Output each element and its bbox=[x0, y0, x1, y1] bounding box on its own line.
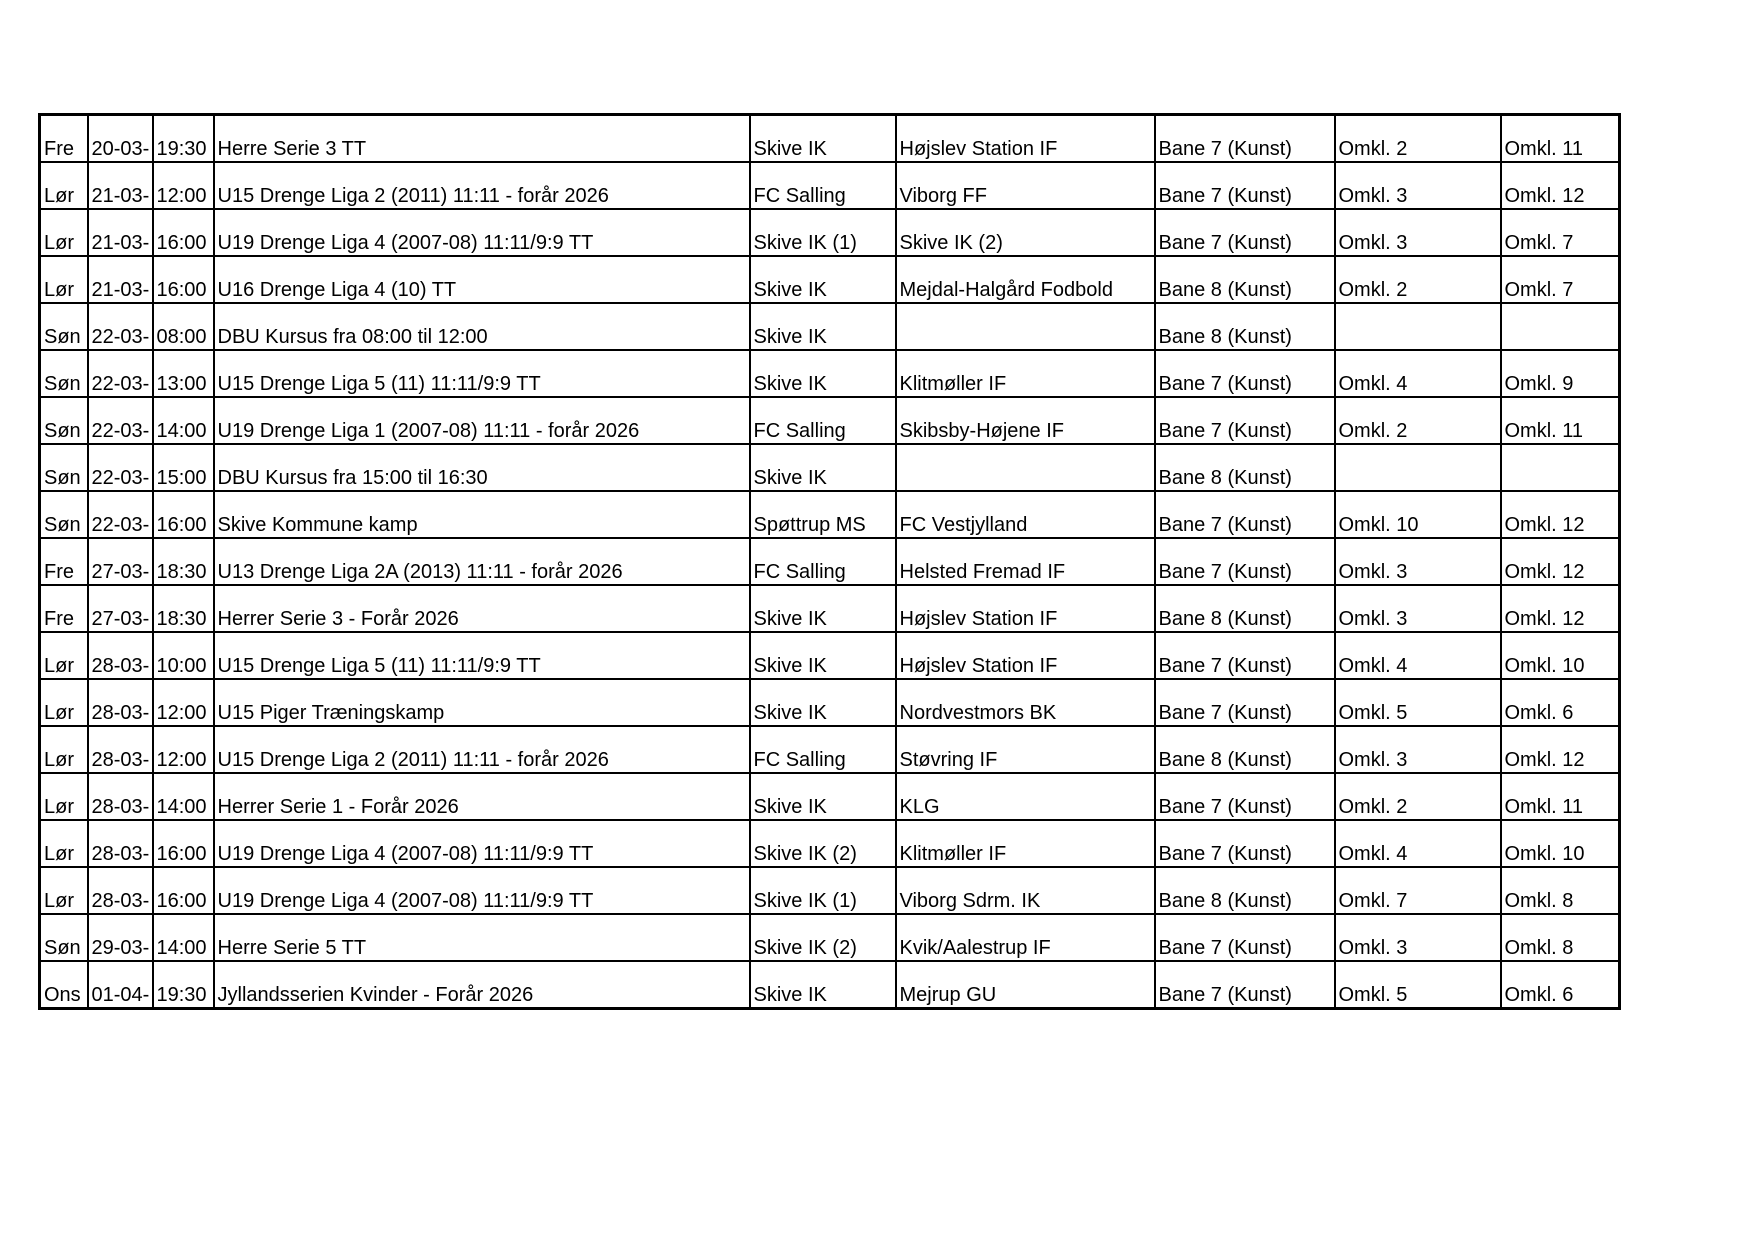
date-cell: 28-03- bbox=[88, 773, 153, 820]
date-cell: 22-03- bbox=[88, 397, 153, 444]
home-team-cell: Skive IK (2) bbox=[750, 914, 896, 961]
time-cell: 16:00 bbox=[153, 491, 214, 538]
event-cell: Herre Serie 5 TT bbox=[214, 914, 750, 961]
time-cell: 18:30 bbox=[153, 538, 214, 585]
away-locker-room-cell: Omkl. 8 bbox=[1501, 914, 1620, 961]
date-cell: 20-03- bbox=[88, 115, 153, 163]
table-row bbox=[40, 209, 1620, 256]
home-locker-room-cell: Omkl. 3 bbox=[1335, 726, 1501, 773]
home-team-cell: Skive IK (1) bbox=[750, 209, 896, 256]
time-cell: 13:00 bbox=[153, 350, 214, 397]
away-locker-room-cell: Omkl. 8 bbox=[1501, 867, 1620, 914]
table-row bbox=[40, 961, 1620, 1009]
away-locker-room-cell: Omkl. 11 bbox=[1501, 773, 1620, 820]
event-cell: DBU Kursus fra 08:00 til 12:00 bbox=[214, 303, 750, 350]
day-cell: Søn bbox=[40, 444, 88, 491]
away-team-cell: Klitmøller IF bbox=[896, 350, 1155, 397]
table-row bbox=[40, 397, 1620, 444]
date-cell: 21-03- bbox=[88, 256, 153, 303]
date-cell: 28-03- bbox=[88, 820, 153, 867]
home-team-cell: FC Salling bbox=[750, 538, 896, 585]
time-cell: 19:30 bbox=[153, 115, 214, 163]
away-team-cell: Skibsby-Højene IF bbox=[896, 397, 1155, 444]
home-team-cell: Skive IK bbox=[750, 350, 896, 397]
field-cell: Bane 8 (Kunst) bbox=[1155, 444, 1335, 491]
away-team-cell: FC Vestjylland bbox=[896, 491, 1155, 538]
time-cell: 16:00 bbox=[153, 820, 214, 867]
event-cell: U19 Drenge Liga 1 (2007-08) 11:11 - forår 2026 bbox=[214, 397, 750, 444]
away-locker-room-cell: Omkl. 10 bbox=[1501, 820, 1620, 867]
home-team-cell: Skive IK bbox=[750, 256, 896, 303]
event-cell: U15 Drenge Liga 2 (2011) 11:11 - forår 2026 bbox=[214, 162, 750, 209]
date-cell: 28-03- bbox=[88, 632, 153, 679]
date-cell: 22-03- bbox=[88, 444, 153, 491]
day-cell: Fre bbox=[40, 585, 88, 632]
event-cell: Jyllandsserien Kvinder - Forår 2026 bbox=[214, 961, 750, 1009]
field-cell: Bane 7 (Kunst) bbox=[1155, 209, 1335, 256]
field-cell: Bane 7 (Kunst) bbox=[1155, 820, 1335, 867]
event-cell: DBU Kursus fra 15:00 til 16:30 bbox=[214, 444, 750, 491]
away-team-cell: KLG bbox=[896, 773, 1155, 820]
home-team-cell: Skive IK bbox=[750, 115, 896, 163]
field-cell: Bane 7 (Kunst) bbox=[1155, 679, 1335, 726]
day-cell: Lør bbox=[40, 679, 88, 726]
time-cell: 12:00 bbox=[153, 162, 214, 209]
event-cell: U13 Drenge Liga 2A (2013) 11:11 - forår 2026 bbox=[214, 538, 750, 585]
home-team-cell: Skive IK bbox=[750, 632, 896, 679]
home-locker-room-cell: Omkl. 2 bbox=[1335, 115, 1501, 163]
away-team-cell: Højslev Station IF bbox=[896, 632, 1155, 679]
table-row bbox=[40, 303, 1620, 350]
time-cell: 08:00 bbox=[153, 303, 214, 350]
home-team-cell: Skive IK bbox=[750, 585, 896, 632]
field-cell: Bane 8 (Kunst) bbox=[1155, 726, 1335, 773]
away-locker-room-cell: Omkl. 12 bbox=[1501, 726, 1620, 773]
date-cell: 22-03- bbox=[88, 303, 153, 350]
day-cell: Lør bbox=[40, 867, 88, 914]
field-cell: Bane 8 (Kunst) bbox=[1155, 585, 1335, 632]
field-cell: Bane 7 (Kunst) bbox=[1155, 491, 1335, 538]
home-locker-room-cell: Omkl. 2 bbox=[1335, 773, 1501, 820]
field-cell: Bane 7 (Kunst) bbox=[1155, 632, 1335, 679]
away-team-cell: Kvik/Aalestrup IF bbox=[896, 914, 1155, 961]
day-cell: Søn bbox=[40, 350, 88, 397]
field-cell: Bane 7 (Kunst) bbox=[1155, 162, 1335, 209]
match-schedule-table bbox=[38, 113, 1621, 1010]
away-locker-room-cell bbox=[1501, 444, 1620, 491]
time-cell: 15:00 bbox=[153, 444, 214, 491]
home-team-cell: Skive IK bbox=[750, 444, 896, 491]
table-row bbox=[40, 914, 1620, 961]
time-cell: 12:00 bbox=[153, 726, 214, 773]
field-cell: Bane 7 (Kunst) bbox=[1155, 350, 1335, 397]
away-locker-room-cell: Omkl. 9 bbox=[1501, 350, 1620, 397]
event-cell: U19 Drenge Liga 4 (2007-08) 11:11/9:9 TT bbox=[214, 867, 750, 914]
date-cell: 28-03- bbox=[88, 726, 153, 773]
date-cell: 27-03- bbox=[88, 585, 153, 632]
away-team-cell: Højslev Station IF bbox=[896, 115, 1155, 163]
away-locker-room-cell: Omkl. 12 bbox=[1501, 491, 1620, 538]
time-cell: 16:00 bbox=[153, 867, 214, 914]
away-locker-room-cell: Omkl. 12 bbox=[1501, 162, 1620, 209]
home-team-cell: Spøttrup MS bbox=[750, 491, 896, 538]
home-locker-room-cell: Omkl. 2 bbox=[1335, 397, 1501, 444]
day-cell: Lør bbox=[40, 726, 88, 773]
home-locker-room-cell: Omkl. 5 bbox=[1335, 961, 1501, 1009]
home-locker-room-cell: Omkl. 4 bbox=[1335, 350, 1501, 397]
event-cell: Herre Serie 3 TT bbox=[214, 115, 750, 163]
day-cell: Søn bbox=[40, 491, 88, 538]
table-row bbox=[40, 632, 1620, 679]
away-locker-room-cell: Omkl. 10 bbox=[1501, 632, 1620, 679]
date-cell: 21-03- bbox=[88, 162, 153, 209]
time-cell: 12:00 bbox=[153, 679, 214, 726]
home-locker-room-cell: Omkl. 3 bbox=[1335, 585, 1501, 632]
away-team-cell: Højslev Station IF bbox=[896, 585, 1155, 632]
event-cell: U16 Drenge Liga 4 (10) TT bbox=[214, 256, 750, 303]
table-row bbox=[40, 538, 1620, 585]
time-cell: 14:00 bbox=[153, 773, 214, 820]
home-team-cell: FC Salling bbox=[750, 397, 896, 444]
table-row bbox=[40, 350, 1620, 397]
away-team-cell: Skive IK (2) bbox=[896, 209, 1155, 256]
home-locker-room-cell: Omkl. 4 bbox=[1335, 632, 1501, 679]
table-row bbox=[40, 115, 1620, 163]
field-cell: Bane 7 (Kunst) bbox=[1155, 773, 1335, 820]
home-team-cell: Skive IK (1) bbox=[750, 867, 896, 914]
home-locker-room-cell: Omkl. 5 bbox=[1335, 679, 1501, 726]
event-cell: U19 Drenge Liga 4 (2007-08) 11:11/9:9 TT bbox=[214, 209, 750, 256]
field-cell: Bane 7 (Kunst) bbox=[1155, 538, 1335, 585]
table-row bbox=[40, 820, 1620, 867]
day-cell: Lør bbox=[40, 632, 88, 679]
time-cell: 16:00 bbox=[153, 256, 214, 303]
event-cell: Skive Kommune kamp bbox=[214, 491, 750, 538]
day-cell: Fre bbox=[40, 115, 88, 163]
away-locker-room-cell: Omkl. 12 bbox=[1501, 585, 1620, 632]
schedule-body bbox=[40, 115, 1620, 1009]
home-locker-room-cell bbox=[1335, 444, 1501, 491]
date-cell: 21-03- bbox=[88, 209, 153, 256]
event-cell: U15 Piger Træningskamp bbox=[214, 679, 750, 726]
home-team-cell: Skive IK (2) bbox=[750, 820, 896, 867]
home-locker-room-cell: Omkl. 3 bbox=[1335, 162, 1501, 209]
field-cell: Bane 7 (Kunst) bbox=[1155, 961, 1335, 1009]
away-locker-room-cell: Omkl. 6 bbox=[1501, 961, 1620, 1009]
date-cell: 29-03- bbox=[88, 914, 153, 961]
table-row bbox=[40, 867, 1620, 914]
event-cell: U15 Drenge Liga 2 (2011) 11:11 - forår 2026 bbox=[214, 726, 750, 773]
time-cell: 10:00 bbox=[153, 632, 214, 679]
day-cell: Lør bbox=[40, 773, 88, 820]
time-cell: 19:30 bbox=[153, 961, 214, 1009]
time-cell: 14:00 bbox=[153, 914, 214, 961]
away-team-cell: Viborg FF bbox=[896, 162, 1155, 209]
day-cell: Lør bbox=[40, 209, 88, 256]
away-team-cell: Mejrup GU bbox=[896, 961, 1155, 1009]
event-cell: Herrer Serie 1 - Forår 2026 bbox=[214, 773, 750, 820]
table-row bbox=[40, 585, 1620, 632]
away-locker-room-cell bbox=[1501, 303, 1620, 350]
away-team-cell: Helsted Fremad IF bbox=[896, 538, 1155, 585]
home-locker-room-cell: Omkl. 7 bbox=[1335, 867, 1501, 914]
home-locker-room-cell bbox=[1335, 303, 1501, 350]
date-cell: 28-03- bbox=[88, 867, 153, 914]
away-team-cell bbox=[896, 303, 1155, 350]
away-team-cell: Klitmøller IF bbox=[896, 820, 1155, 867]
day-cell: Søn bbox=[40, 303, 88, 350]
event-cell: U15 Drenge Liga 5 (11) 11:11/9:9 TT bbox=[214, 632, 750, 679]
away-team-cell: Nordvestmors BK bbox=[896, 679, 1155, 726]
table-row bbox=[40, 773, 1620, 820]
home-locker-room-cell: Omkl. 3 bbox=[1335, 209, 1501, 256]
day-cell: Ons bbox=[40, 961, 88, 1009]
table-row bbox=[40, 679, 1620, 726]
field-cell: Bane 8 (Kunst) bbox=[1155, 303, 1335, 350]
time-cell: 16:00 bbox=[153, 209, 214, 256]
field-cell: Bane 8 (Kunst) bbox=[1155, 256, 1335, 303]
day-cell: Lør bbox=[40, 256, 88, 303]
table-row bbox=[40, 162, 1620, 209]
away-team-cell: Viborg Sdrm. IK bbox=[896, 867, 1155, 914]
day-cell: Søn bbox=[40, 397, 88, 444]
day-cell: Lør bbox=[40, 162, 88, 209]
away-locker-room-cell: Omkl. 6 bbox=[1501, 679, 1620, 726]
home-locker-room-cell: Omkl. 4 bbox=[1335, 820, 1501, 867]
home-team-cell: Skive IK bbox=[750, 303, 896, 350]
table-row bbox=[40, 256, 1620, 303]
away-locker-room-cell: Omkl. 11 bbox=[1501, 397, 1620, 444]
field-cell: Bane 8 (Kunst) bbox=[1155, 867, 1335, 914]
day-cell: Søn bbox=[40, 914, 88, 961]
date-cell: 22-03- bbox=[88, 350, 153, 397]
field-cell: Bane 7 (Kunst) bbox=[1155, 115, 1335, 163]
away-locker-room-cell: Omkl. 11 bbox=[1501, 115, 1620, 163]
time-cell: 18:30 bbox=[153, 585, 214, 632]
day-cell: Lør bbox=[40, 820, 88, 867]
home-locker-room-cell: Omkl. 3 bbox=[1335, 914, 1501, 961]
date-cell: 01-04- bbox=[88, 961, 153, 1009]
away-team-cell: Støvring IF bbox=[896, 726, 1155, 773]
field-cell: Bane 7 (Kunst) bbox=[1155, 397, 1335, 444]
event-cell: Herrer Serie 3 - Forår 2026 bbox=[214, 585, 750, 632]
day-cell: Fre bbox=[40, 538, 88, 585]
home-team-cell: Skive IK bbox=[750, 961, 896, 1009]
home-locker-room-cell: Omkl. 2 bbox=[1335, 256, 1501, 303]
away-locker-room-cell: Omkl. 7 bbox=[1501, 209, 1620, 256]
away-team-cell: Mejdal-Halgård Fodbold bbox=[896, 256, 1155, 303]
home-team-cell: Skive IK bbox=[750, 773, 896, 820]
home-locker-room-cell: Omkl. 3 bbox=[1335, 538, 1501, 585]
field-cell: Bane 7 (Kunst) bbox=[1155, 914, 1335, 961]
table-row bbox=[40, 444, 1620, 491]
event-cell: U19 Drenge Liga 4 (2007-08) 11:11/9:9 TT bbox=[214, 820, 750, 867]
table-row bbox=[40, 491, 1620, 538]
away-locker-room-cell: Omkl. 12 bbox=[1501, 538, 1620, 585]
date-cell: 22-03- bbox=[88, 491, 153, 538]
date-cell: 27-03- bbox=[88, 538, 153, 585]
home-locker-room-cell: Omkl. 10 bbox=[1335, 491, 1501, 538]
home-team-cell: FC Salling bbox=[750, 726, 896, 773]
table-row bbox=[40, 726, 1620, 773]
away-locker-room-cell: Omkl. 7 bbox=[1501, 256, 1620, 303]
home-team-cell: FC Salling bbox=[750, 162, 896, 209]
home-team-cell: Skive IK bbox=[750, 679, 896, 726]
event-cell: U15 Drenge Liga 5 (11) 11:11/9:9 TT bbox=[214, 350, 750, 397]
date-cell: 28-03- bbox=[88, 679, 153, 726]
away-team-cell bbox=[896, 444, 1155, 491]
time-cell: 14:00 bbox=[153, 397, 214, 444]
